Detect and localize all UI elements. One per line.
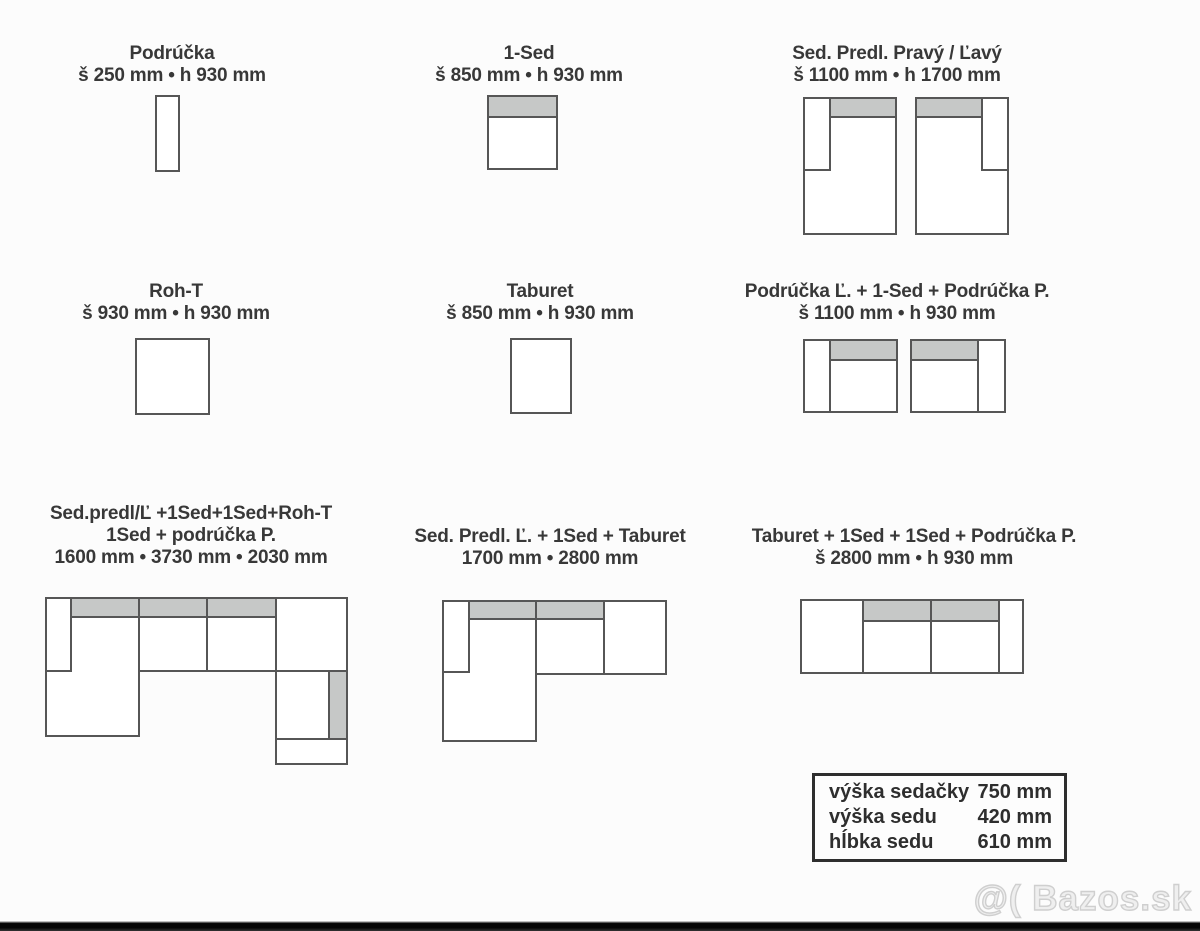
diagram-straight-seat2 [930, 599, 1000, 674]
diagram-u-side-seat [275, 670, 348, 740]
diagram-1sed [487, 95, 558, 170]
module-title: Sed. Predl. Pravý / Ľavý [792, 43, 1002, 64]
module-dims: 1600 mm • 3730 mm • 2030 mm [54, 547, 328, 568]
diagram-sed-predl-lavy [915, 97, 1009, 235]
armrest-strip [977, 341, 1004, 411]
module-dims: š 930 mm • h 930 mm [82, 303, 270, 324]
module-dims: 1700 mm • 2800 mm [461, 548, 639, 569]
label-podrucka-1sed-podrucka [732, 281, 1062, 325]
bottom-bar [0, 920, 1200, 931]
diagram-l-seat1 [535, 600, 605, 675]
backrest-band [829, 99, 895, 118]
module-title: Sed. Predl. Ľ. + 1Sed + Taburet [414, 526, 686, 547]
diagram-l-taburet [603, 600, 667, 675]
module-title: Podrúčka Ľ. + 1-Sed + Podrúčka P. [744, 281, 1050, 302]
module-title: 1-Sed [503, 43, 555, 64]
backrest-band [912, 341, 979, 361]
backrest-band [829, 341, 896, 361]
backrest-band [489, 97, 556, 118]
armrest-strip [47, 599, 72, 672]
backrest-band [537, 602, 603, 620]
armrest-strip [444, 602, 470, 673]
backrest-band [864, 601, 930, 622]
diagram-sed-predl-pravy [803, 97, 897, 235]
module-title: Taburet + 1Sed + 1Sed + Podrúčka P. [751, 526, 1077, 547]
label-roh-t [56, 281, 296, 325]
module-dims: š 250 mm • h 930 mm [78, 65, 266, 86]
spec-value: 610 mm [977, 831, 1052, 853]
module-dims: š 1100 mm • h 930 mm [798, 303, 996, 324]
spec-value: 420 mm [977, 806, 1052, 828]
diagram-roh-t [135, 338, 210, 415]
diagram-1sed-podrucka-p [910, 339, 1006, 413]
diagram-l-chaise [442, 600, 537, 742]
label-taburet [420, 281, 660, 325]
backrest-band-vertical [328, 672, 346, 738]
module-title: Taburet [506, 281, 574, 302]
module-dims: š 1100 mm • h 1700 mm [793, 65, 1001, 86]
backrest-band [468, 602, 535, 620]
spec-label: výška sedačky [829, 781, 970, 803]
diagram-u-chaise [45, 597, 140, 737]
module-dims: š 2800 mm • h 930 mm [814, 548, 1014, 569]
armrest-strip [805, 341, 831, 411]
spec-value: 750 mm [977, 781, 1052, 803]
diagram-taburet [510, 338, 572, 414]
spec-row-hlbka-sedu [829, 830, 1052, 855]
label-combo-l-shape [400, 526, 700, 570]
diagram-straight-podrucka-p [998, 599, 1024, 674]
spec-row-vyska-sedu [829, 805, 1052, 830]
backrest-band [140, 599, 206, 618]
bazos-watermark: @( Bazos.sk [973, 879, 1192, 918]
module-dims: š 850 mm • h 930 mm [435, 65, 623, 86]
diagram-podrucka-l-1sed [803, 339, 898, 413]
diagram-u-seat2 [206, 597, 277, 672]
armrest-strip [805, 99, 831, 171]
diagram-u-corner-roh-t [275, 597, 348, 672]
armrest-strip [981, 99, 1007, 171]
spec-row-vyska-sedacky [829, 780, 1052, 805]
backrest-band [932, 601, 998, 622]
backrest-band [208, 599, 275, 618]
label-podrucka [52, 43, 292, 87]
label-sed-predl [737, 43, 1057, 87]
label-1sed [409, 43, 649, 87]
diagram-straight-seat1 [862, 599, 932, 674]
backrest-band [70, 599, 138, 618]
module-title: Sed.predl/Ľ +1Sed+1Sed+Roh-T [49, 503, 333, 524]
spec-label: hĺbka sedu [829, 831, 934, 853]
spec-label: výška sedu [829, 806, 937, 828]
backrest-band [917, 99, 983, 118]
label-combo-straight [739, 526, 1089, 570]
label-combo-u-shape [30, 503, 352, 569]
spec-table [812, 773, 1067, 862]
module-title: Roh-T [149, 281, 203, 302]
module-title: 1Sed + podrúčka P. [106, 525, 276, 546]
diagram-u-podrucka-p [275, 738, 348, 765]
module-dims: š 850 mm • h 930 mm [446, 303, 634, 324]
diagram-straight-taburet [800, 599, 864, 674]
diagram-u-seat1 [138, 597, 208, 672]
diagram-podrucka [155, 95, 180, 172]
module-title: Podrúčka [129, 43, 215, 64]
